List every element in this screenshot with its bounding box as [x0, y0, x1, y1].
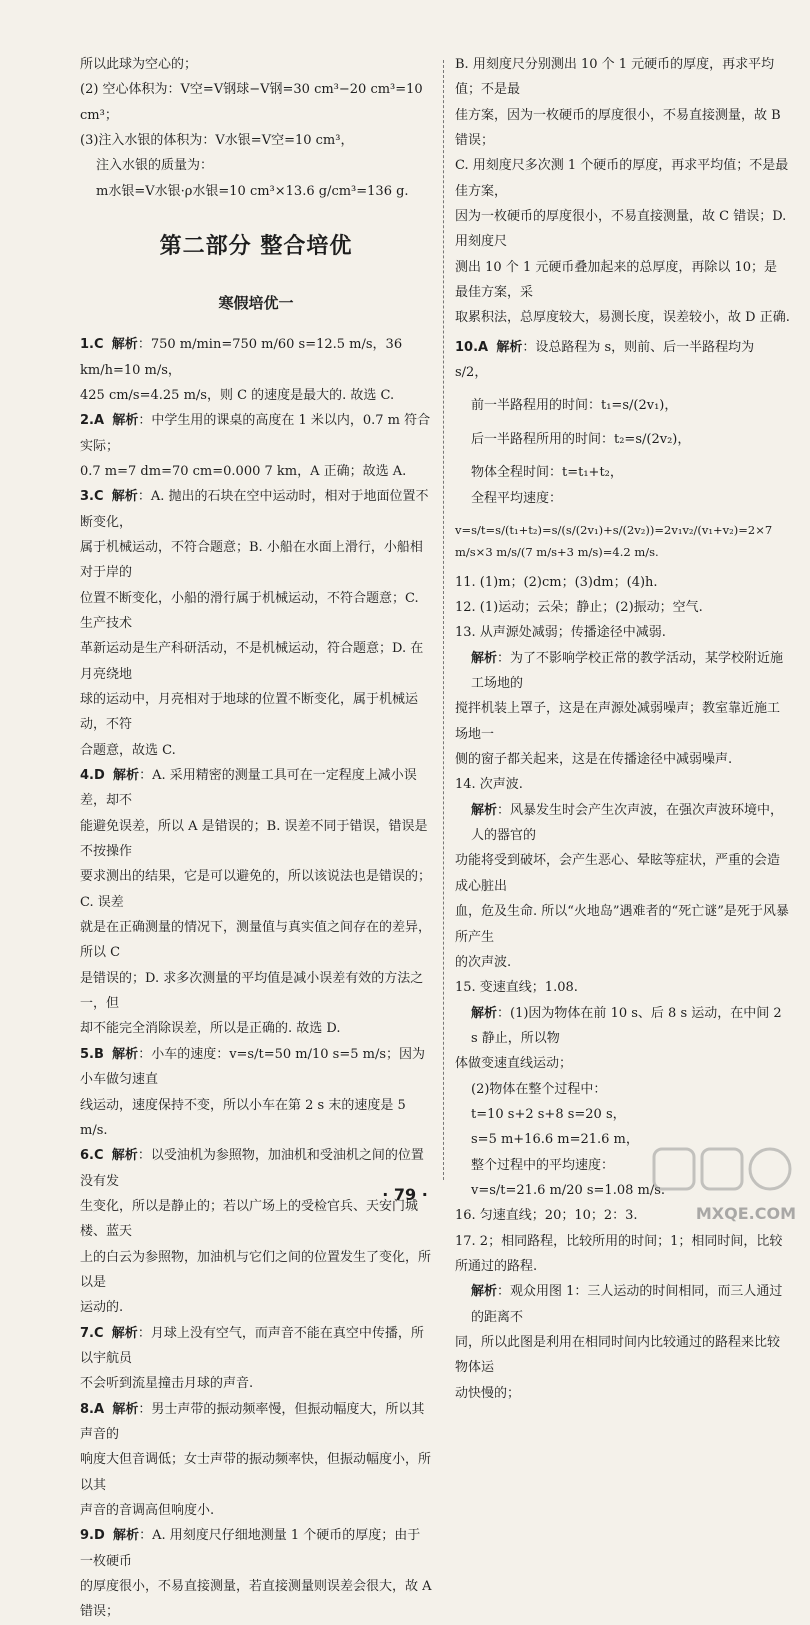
- answer-number: 7.: [80, 1325, 94, 1341]
- analysis-label: 解析: [471, 650, 498, 666]
- answer-number: 9.: [80, 1528, 94, 1544]
- analysis-text: ：风暴发生时会产生次声波，在强次声波环境中，人的器官的: [471, 802, 784, 844]
- analysis-text: 血，危及生命. 所以“火地岛”遇难者的“死亡谜”是死于风暴所产生: [455, 904, 789, 945]
- analysis-text: ：观众用图 1：三人运动的时间相同，而三人通过的距离不: [471, 1284, 783, 1325]
- analysis-label: 解析: [496, 339, 523, 355]
- analysis-text: ：月球上没有空气，而声音不能在真空中传播，所以宇航员: [80, 1325, 424, 1366]
- answer-head: [80, 1523, 432, 1574]
- analysis-label: 解析: [471, 1284, 498, 1300]
- analysis-text: s=5 m+16.6 m=21.6 m，: [471, 1132, 639, 1148]
- analysis-text: 革新运动是生产科研活动，不是机械运动，符合题意；D. 在月亮绕地: [80, 641, 424, 682]
- answer-item: [80, 1397, 432, 1524]
- analysis-text: ：小车的速度：v=s/t=50 m/10 s=5 m/s；因为小车做匀速直: [80, 1046, 425, 1088]
- answer-number: 4.: [80, 768, 94, 784]
- analysis-label: 解析: [471, 1005, 498, 1021]
- intro-line: 注入水银的质量为：: [96, 158, 214, 174]
- answer-title: 13. 从声源处减弱；传播途径中减弱.: [455, 625, 666, 641]
- analysis-text: 上的白云为参照物，加油机与它们之间的位置发生了变化，所以是: [80, 1249, 432, 1290]
- answer-item: [80, 763, 432, 1042]
- answer-head: [80, 1321, 432, 1372]
- analysis-text: 球的运动中，月亮相对于地球的位置不断变化，属于机械运动，不符: [80, 692, 419, 733]
- analysis-text: (2)物体在整个过程中：: [471, 1081, 607, 1097]
- analysis-text: 属于机械运动，不符合题意；B. 小船在水面上滑行，小船相对于岸的: [80, 539, 423, 581]
- analysis-label: 解析: [111, 1148, 138, 1164]
- analysis-text: 功能将受到破坏，会产生恶心、晕眩等症状，严重的会造成心脏出: [455, 853, 781, 894]
- analysis-text: ：A. 抛出的石块在空中运动时，相对于地面位置不断变化，: [80, 489, 429, 530]
- answer-number: 6.: [80, 1148, 94, 1164]
- answer-item: [80, 1523, 432, 1624]
- answer-title: 15. 变速直线；1.08.: [455, 980, 578, 996]
- analysis-text: 0.7 m=7 dm=70 cm=0.000 7 km，A 正确；故选 A.: [80, 463, 407, 479]
- answer-number: 1.: [80, 337, 94, 353]
- analysis-label: 解析: [112, 413, 139, 429]
- analysis-text: ：以受油机为参照物，加油机和受油机之间的位置没有发: [80, 1148, 424, 1189]
- analysis-text: 后一半路程所用的时间：t₂=s/(2v₂)，: [471, 431, 691, 447]
- analysis-label: 解析: [113, 768, 140, 784]
- answer-q14: [455, 772, 790, 975]
- answer-title: 17. 2；相同路程，比较所用的时间；1；相同时间，比较所通过的路程.: [455, 1233, 783, 1274]
- answer-number: 8.: [80, 1401, 94, 1417]
- analysis-text: 能避免误差，所以 A 是错误的；B. 误差不同于错误，错误是不按操作: [80, 818, 428, 860]
- answer-head: [80, 484, 432, 535]
- analysis-text: 因为一枚硬币的厚度很小，不易直接测量，故 C 错误；D. 用刻度尺: [455, 209, 787, 250]
- analysis-text: 位置不断变化，小船的滑行属于机械运动，不符合题意；C. 生产技术: [80, 590, 419, 631]
- analysis-text: 搅拌机装上罩子，这是在声源处减弱噪声；教室靠近施工场地一: [455, 701, 781, 742]
- answer-letter: C: [93, 1325, 104, 1341]
- analysis-text: 合题意，故选 C.: [80, 742, 176, 758]
- analysis-text: 声音的音调高但响度小.: [80, 1503, 215, 1519]
- analysis-text: 前一半路程用的时间：t₁=s/(2v₁)，: [471, 398, 678, 414]
- analysis-text: ：(1)因为物体在前 10 s、后 8 s 运动，在中间 2 s 静止，所以物: [471, 1005, 782, 1046]
- answer-letter: C: [93, 489, 104, 505]
- analysis-text: 的次声波.: [455, 954, 512, 970]
- answer-q16: 16. 匀速直线；20；10；2：3.: [455, 1208, 638, 1224]
- analysis-text: v=s/t=21.6 m/20 s=1.08 m/s.: [471, 1182, 666, 1198]
- answer-letter: A: [93, 1401, 105, 1417]
- analysis-label: 解析: [113, 1528, 140, 1544]
- answer-letter: C: [93, 337, 104, 353]
- answer-number: 10.: [455, 339, 479, 355]
- answer-letter: A: [93, 413, 105, 429]
- analysis-text: ：设总路程为 s，则前、后一半路程均为 s/2，: [455, 339, 755, 381]
- section-title: 寒假培优一: [218, 293, 294, 312]
- analysis-text: 就是在正确测量的情况下，测量值与真实值之间存在的差异，所以 C: [80, 920, 432, 961]
- answer-head: [80, 763, 432, 814]
- analysis-label: 解析: [112, 1046, 139, 1062]
- answer-q10: [455, 335, 790, 564]
- answer-head: [80, 1042, 432, 1093]
- analysis-text: 运动的.: [80, 1300, 124, 1316]
- answer-item: [80, 1143, 432, 1320]
- analysis-text: 同，所以此图是利用在相同时间内比较通过的路程来比较物体运: [455, 1335, 781, 1376]
- answer-head: [80, 1397, 432, 1448]
- intro-line: (2) 空心体积为：V空=V钢球−V钢=30 cm³−20 cm³=10 cm³；: [80, 82, 423, 123]
- analysis-text: 却不能完全消除误差，所以是正确的. 故选 D.: [80, 1021, 341, 1037]
- analysis-text: ：750 m/min=750 m/60 s=12.5 m/s，36 km/h=10 m/s，: [80, 337, 403, 378]
- analysis-text: 整个过程中的平均速度：: [471, 1157, 615, 1173]
- analysis-text: 物体全程时间：t=t₁+t₂，: [471, 465, 623, 481]
- answer-letter: A: [478, 339, 489, 355]
- answer-letter: B: [93, 1046, 104, 1062]
- answer-item: [80, 1321, 432, 1397]
- answer-letter: C: [93, 1148, 104, 1164]
- analysis-text: 的厚度很小，不易直接测量，若直接测量则误差会很大，故 A 错误；: [80, 1579, 432, 1620]
- answer-q12: 12. (1)运动；云朵；静止；(2)振动；空气.: [455, 600, 703, 616]
- answer-head: [80, 408, 432, 459]
- analysis-text: 取累积法，总厚度较大，易测长度，误差较小，故 D 正确.: [455, 310, 790, 326]
- answer-item: [80, 484, 432, 763]
- page-number: · 79 ·: [382, 1185, 428, 1204]
- answer-item: [80, 332, 432, 408]
- analysis-label: 解析: [111, 337, 138, 353]
- analysis-label: 解析: [111, 489, 138, 505]
- answer-letter: D: [93, 768, 105, 784]
- answer-number: 5.: [80, 1046, 94, 1062]
- analysis-text: 线运动，速度保持不变，所以小车在第 2 s 末的速度是 5 m/s.: [80, 1097, 406, 1138]
- analysis-label: 解析: [111, 1325, 138, 1341]
- q9-continuation: [455, 52, 790, 331]
- left-column: [80, 52, 432, 1625]
- analysis-text: 动快慢的；: [455, 1385, 521, 1401]
- analysis-text: t=10 s+2 s+8 s=20 s，: [471, 1106, 626, 1122]
- intro-line: 所以此球为空心的；: [80, 57, 198, 72]
- answer-title: 14. 次声波.: [455, 777, 523, 793]
- answer-number: 3.: [80, 489, 94, 505]
- analysis-text: 侧的窗子都关起来，这是在传播途径中减弱噪声.: [455, 752, 733, 768]
- analysis-text: ：A. 采用精密的测量工具可在一定程度上减小误差，却不: [80, 768, 417, 809]
- intro-line: m水银=V水银·ρ水银=10 cm³×13.6 g/cm³=136 g.: [96, 183, 409, 199]
- analysis-text: 体做变速直线运动；: [455, 1056, 573, 1072]
- analysis-text: ：A. 用刻度尺仔细地测量 1 个硬币的厚度；由于一枚硬币: [80, 1528, 421, 1569]
- answer-item: [80, 408, 432, 484]
- analysis-text: 全程平均速度：: [471, 490, 563, 506]
- analysis-text: 生变化，所以是静止的；若以广场上的受检官兵、天安门城楼、蓝天: [80, 1198, 419, 1240]
- answer-q13: [455, 620, 790, 772]
- analysis-text: ：中学生用的课桌的高度在 1 米以内，0.7 m 符合实际；: [80, 413, 431, 454]
- analysis-label: 解析: [112, 1401, 139, 1417]
- analysis-text: 佳方案，因为一枚硬币的厚度很小，不易直接测量，故 B 错误；: [455, 107, 781, 149]
- watermark-text: MXQE.COM: [695, 1204, 796, 1223]
- analysis-text: 425 cm/s=4.25 m/s，则 C 的速度是最大的. 故选 C.: [80, 387, 395, 403]
- analysis-text: 要求测出的结果，它是可以避免的，所以该说法也是错误的；C. 误差: [80, 869, 432, 910]
- analysis-text: 测出 10 个 1 元硬币叠加起来的总厚度，再除以 10；是最佳方案，采: [455, 259, 778, 301]
- analysis-text: 是错误的；D. 求多次测量的平均值是减小误差有效的方法之一，但: [80, 970, 424, 1012]
- answer-item: [80, 1042, 432, 1143]
- analysis-text: 响度大但音调低；女士声带的振动频率快，但振动幅度小，所以其: [80, 1452, 432, 1493]
- analysis-text: C. 用刻度尺多次测 1 个硬币的厚度，再求平均值；不是最佳方案，: [455, 158, 789, 199]
- analysis-text: 不会听到流星撞击月球的声音.: [80, 1376, 254, 1392]
- answer-head: [80, 332, 432, 383]
- answer-q11: 11. (1)m；(2)cm；(3)dm；(4)h.: [455, 574, 658, 590]
- formula-line: v=s/t=s/(t₁+t₂)=s/(s/(2v₁)+s/(2v₂))=2v₁v₂/(v₁+v₂)=2×7 m/s×3 m/s/(7 m/s+3 m/s)=4.2 m/s.: [455, 522, 773, 560]
- analysis-text: ：为了不影响学校正常的教学活动，某学校附近施工场地的: [471, 650, 784, 692]
- answer-q17: [455, 1229, 790, 1406]
- analysis-text: B. 用刻度尺分别测出 10 个 1 元硬币的厚度，再求平均值；不是最: [455, 57, 775, 98]
- analysis-label: 解析: [471, 802, 498, 818]
- answer-list: [80, 332, 432, 1625]
- analysis-text: ：男士声带的振动频率慢，但振动幅度大，所以其声音的: [80, 1401, 425, 1442]
- answer-letter: D: [93, 1528, 105, 1544]
- column-divider: [443, 60, 444, 1180]
- part-title: 第二部分 整合培优: [159, 234, 353, 260]
- intro-line: (3)注入水银的体积为：V水银=V空=10 cm³，: [80, 133, 354, 149]
- answer-number: 2.: [80, 413, 94, 429]
